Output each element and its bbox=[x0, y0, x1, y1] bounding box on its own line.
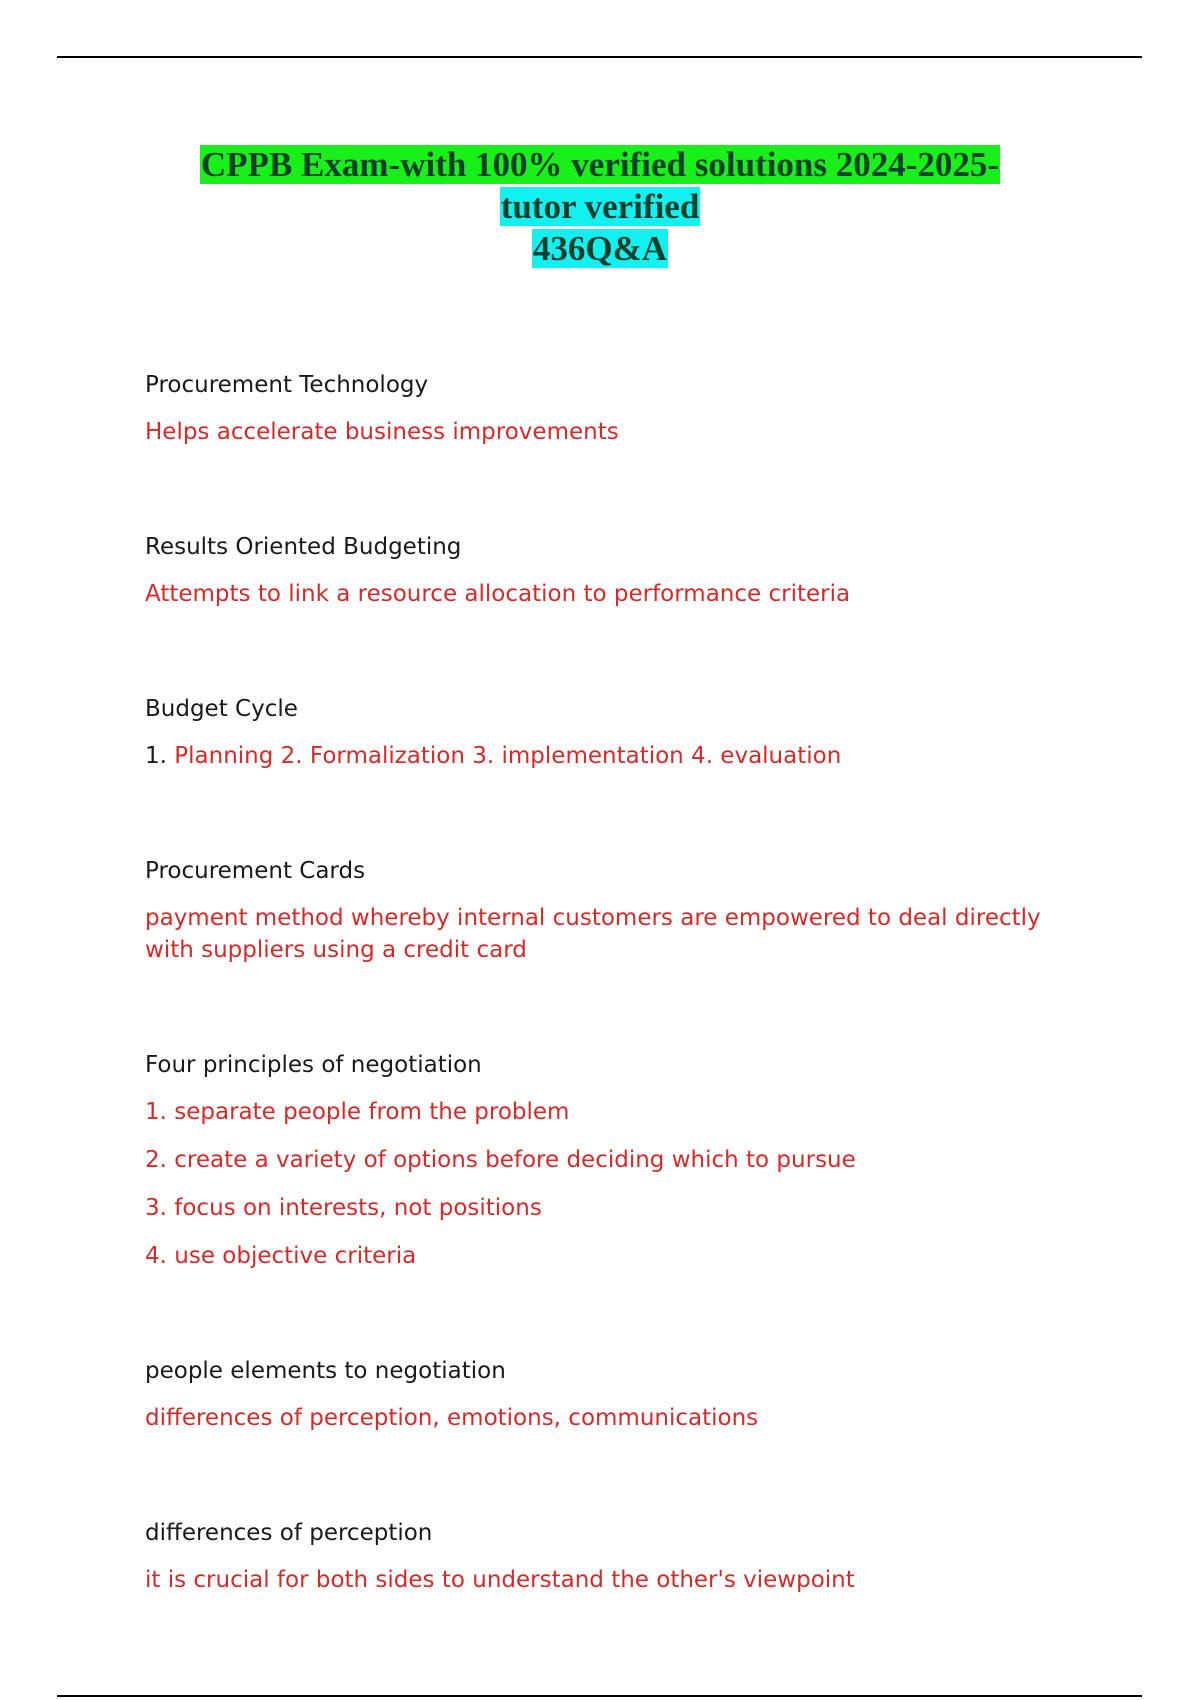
answer: it is crucial for both sides to understand the other's viewpoint bbox=[145, 1567, 855, 1593]
answer: Attempts to link a resource allocation to performance criteria bbox=[145, 581, 851, 607]
title-line-2: tutor verified bbox=[500, 187, 700, 226]
answer: 1. separate people from the problem bbox=[145, 1099, 570, 1125]
footer-rule bbox=[57, 1695, 1142, 1697]
qa-item bbox=[145, 368, 1045, 448]
answer: differences of perception, emotions, communications bbox=[145, 1405, 759, 1431]
title-line-3: 436Q&A bbox=[532, 229, 668, 268]
header-rule bbox=[57, 56, 1142, 58]
qa-item bbox=[145, 1354, 1045, 1434]
answer: Helps accelerate business improvements bbox=[145, 419, 619, 445]
answer: 3. focus on interests, not positions bbox=[145, 1195, 542, 1221]
answer-number: 1. bbox=[145, 743, 167, 769]
answer-text: Planning 2. Formalization 3. implementation 4. evaluation bbox=[166, 743, 842, 769]
term: Procurement Technology bbox=[145, 372, 429, 398]
term: Procurement Cards bbox=[145, 858, 366, 884]
qa-item bbox=[145, 692, 1045, 772]
answer: payment method whereby internal customers are empowered to deal directly with suppliers using a credit card bbox=[145, 905, 1041, 963]
qa-item bbox=[145, 1048, 1045, 1272]
qa-item bbox=[145, 530, 1045, 610]
term: Results Oriented Budgeting bbox=[145, 534, 462, 560]
qa-item bbox=[145, 1516, 1045, 1596]
term: Four principles of negotiation bbox=[145, 1052, 482, 1078]
qa-list bbox=[145, 368, 1045, 1612]
term: differences of perception bbox=[145, 1520, 433, 1546]
answer: 4. use objective criteria bbox=[145, 1243, 417, 1269]
answer bbox=[145, 740, 1045, 772]
term: people elements to negotiation bbox=[145, 1358, 506, 1384]
qa-item bbox=[145, 854, 1045, 966]
term: Budget Cycle bbox=[145, 696, 298, 722]
document-title bbox=[0, 144, 1200, 270]
title-line-1: CPPB Exam-with 100% verified solutions 2024-2025- bbox=[200, 145, 1000, 184]
answer: 2. create a variety of options before deciding which to pursue bbox=[145, 1147, 856, 1173]
